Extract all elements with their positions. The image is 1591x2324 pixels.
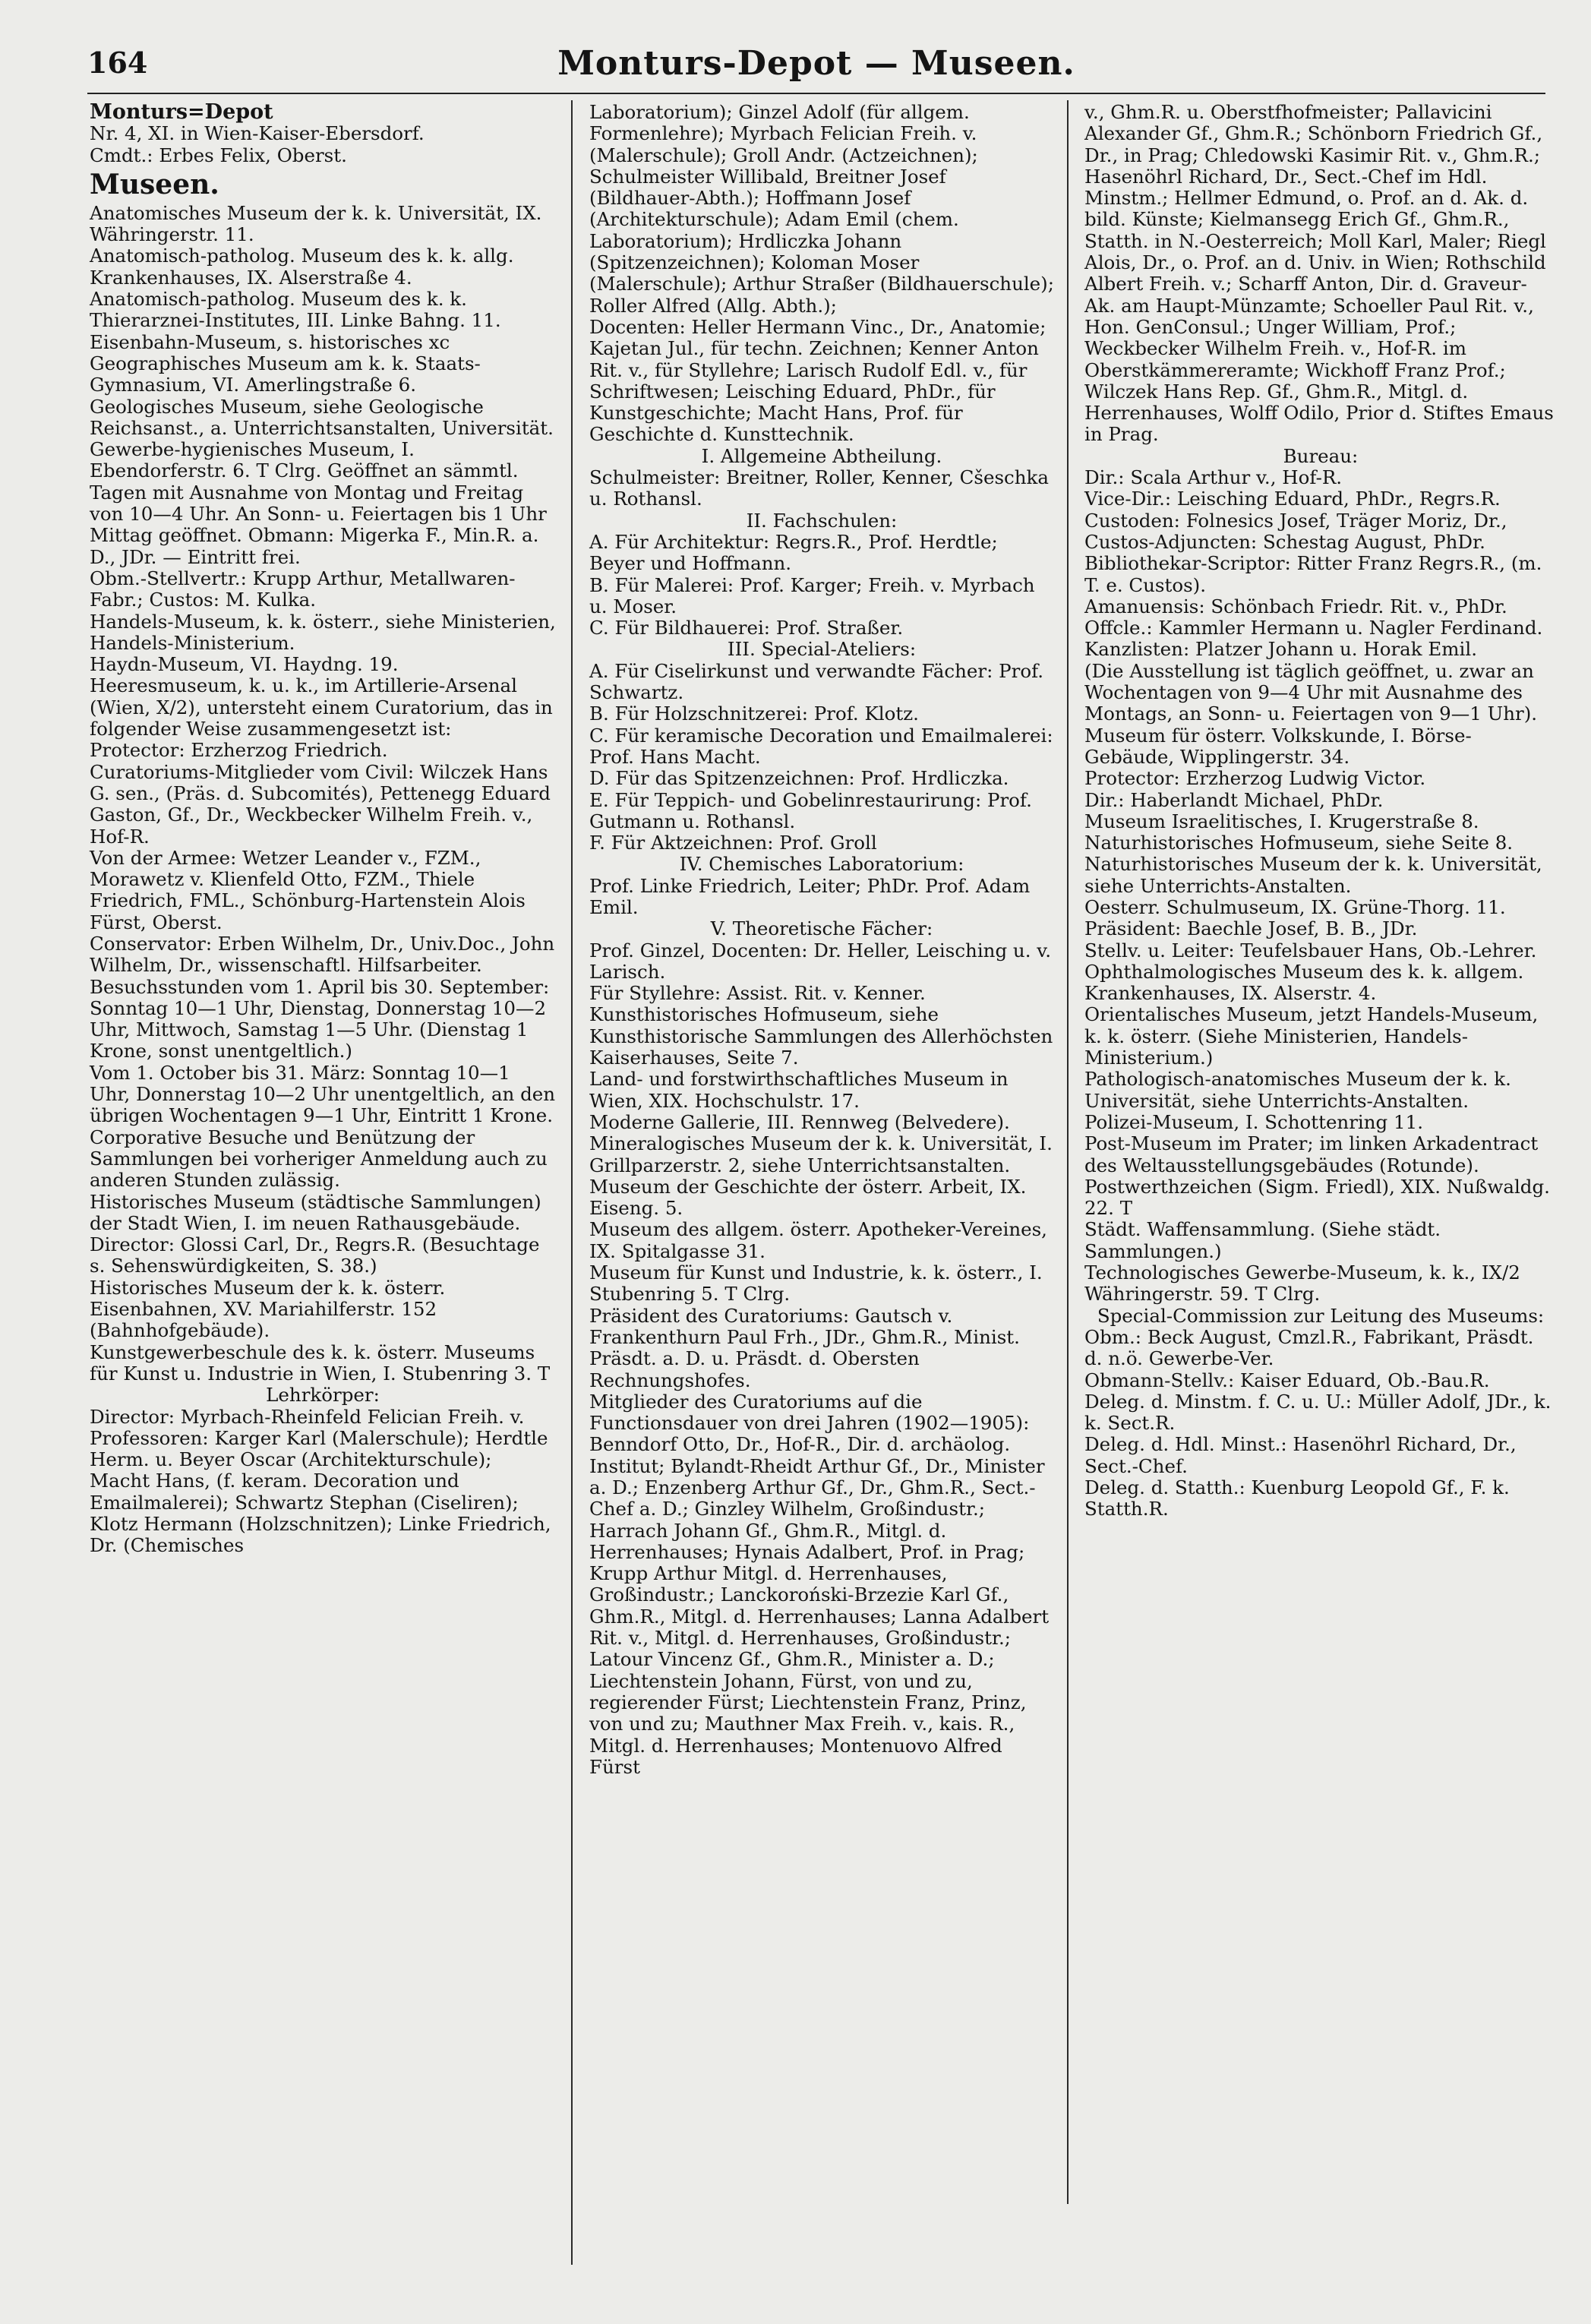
col2-entry: F. Für Aktzeichnen: Prof. Groll [589,832,877,854]
col3-entry: Orientalisches Museum, jetzt Handels-Museum, k. k. österr. (Siehe Ministerien, Handels-Ministerium.) [1084,1003,1539,1069]
col1-entry: Geographisches Museum am k. k. Staats-Gymnasium, VI. Amerlingstraße 6. [90,352,481,396]
col1-entry: Haydn-Museum, VI. Haydng. 19. [90,653,399,676]
column-divider-2 [1067,100,1069,2204]
col3-entry: Vice-Dir.: Leisching Eduard, PhDr., Regrs.R. [1084,488,1501,510]
col3-entry: (Die Ausstellung ist täglich geöffnet, u. zwar an Wochentagen von 9—4 Uhr mit Ausnahme des Montags, an Sonn- u. Feiertagen von 9—1 Uhr). [1084,659,1538,725]
col1-entry: Lehrkörper: [266,1384,380,1407]
col2-entry: Docenten: Heller Hermann Vinc., Dr., Anatomie; Kajetan Jul., für techn. Zeichnen; Kenner Anton Rit. v., für Styllehre; Larisch Rudolf Edl. v., für Schriftwesen; Leisching Eduard, PhDr., für Kunstgeschichte; Macht Hans, Prof. für Geschichte d. Kunsttechnik. [589,315,1046,446]
col2-entry: D. Für das Spitzenzeichnen: Prof. Hrdliczka. [589,767,1009,790]
page-number: 164 [87,46,148,80]
col1-entry: Protector: Erzherzog Friedrich. [90,739,388,762]
col1-entry: Eisenbahn-Museum, s. historisches xc [90,330,450,353]
col1-entry: Conservator: Erben Wilhelm, Dr., Univ.Doc., John Wilhelm, Dr., wissenschaftl. Hilfsarbeiter. [90,932,555,977]
page-header [87,44,1545,90]
col1-entry: Handels-Museum, k. k. österr., siehe Ministerien, Handels-Ministerium. [90,610,556,654]
col3-entry: v., Ghm.R. u. Oberstfhofmeister; Pallavicini Alexander Gf., Ghm.R.; Schönborn Friedrich Gf., Dr., in Prag; Chledowski Kasimir Rit. v., Ghm.R.; Hasenöhrl Richard, Dr., Sect.-Chef im Hdl. Minstm.; Hellmer Edmund, o. Prof. an d. Ak. d. bild. Künste; Kielmansegg Erich Gf., Ghm.R., Statth. in N.-Oesterreich; Moll Karl, Maler; Riegl Alois, Dr., o. Prof. an d. Univ. in Wien; Rothschild Albert Freih. v.; Scharff Anton, Dir. d. Graveur-Ak. am Haupt-Münzamte; Schoeller Paul Rit. v., Hon. GenConsul.; Unger William, Prof.; Weckbecker Wilhelm Freih. v., Hof-R. im Oberstkämmereramte; Wickhoff Franz Prof.; Wilczek Hans Rep. Gf., Ghm.R., Mitgl. d. Herrenhauses, Wolff Odilo, Prior d. Stiftes Emaus in Prag. [1084,101,1554,446]
col2-entry: Kunsthistorisches Hofmuseum, siehe Kunsthistorische Sammlungen des Allerhöchsten Kaiserhauses, Seite 7. [589,1003,1053,1069]
column-3 [1084,102,1557,1520]
col1-entry: Director: Glossi Carl, Dr., Regrs.R. (Besuchtage s. Sehenswürdigkeiten, S. 38.) [90,1233,540,1277]
col2-entry: Präsident des Curatoriums: Gautsch v. Frankenthurn Paul Frh., JDr., Ghm.R., Minist. Präsdt. a. D. u. Präsdt. d. Obersten Rechnungshofes. [589,1304,1020,1391]
col2-entry: B. Für Holzschnitzerei: Prof. Klotz. [589,703,919,725]
col3-entry: Bureau: [1283,444,1359,467]
page-title: Monturs-Depot — Museen. [557,44,1075,83]
col1-entry: Curatoriums-Mitglieder vom Civil: Wilczek Hans G. sen., (Präs. d. Subcomités), Pettenegg Eduard Gaston, Gf., Dr., Weckbecker Wilhelm Freih. v., Hof-R. [90,760,551,848]
column-2 [589,102,1054,1778]
col1-entry: Historisches Museum der k. k. österr. Eisenbahnen, XV. Mariahilferstr. 152 (Bahnhofgebäude). [90,1276,446,1342]
column-divider-1 [571,100,573,2265]
col1-entry: Obm.-Stellvertr.: Krupp Arthur, Metallwaren-Fabr.; Custos: M. Kulka. [90,567,516,611]
col1-entry: Professoren: Karger Karl (Malerschule); Herdtle Herm. u. Beyer Oscar (Architekturschule); Macht Hans, (f. keram. Decoration und Emailmalerei); Schwartz Stephan (Ciseliren); Klotz Hermann (Holzschnitzen); Linke Friedrich, Dr. (Chemisches [90,1426,551,1557]
col3-entry: Special-Commission zur Leitung des Museums: [1097,1304,1545,1327]
col1-entry: Anatomisch-patholog. Museum des k. k. Thierarznei-Institutes, III. Linke Bahng. 11. [90,288,501,332]
col3-entry: Bibliothekar-Scriptor: Ritter Franz Regrs.R., (m. T. e. Custos). [1084,552,1542,596]
col1-entry: Heeresmuseum, k. u. k., im Artillerie-Arsenal (Wien, X/2), untersteht einem Curatorium, das in folgender Weise zusammengesetzt ist: [90,674,553,740]
col3-entry: Stellv. u. Leiter: Teufelsbauer Hans, Ob.-Lehrer. [1084,939,1537,961]
col3-entry: Museum Israelitisches, I. Krugerstraße 8. [1084,810,1479,832]
col2-entry: Mitglieder des Curatoriums auf die Functionsdauer von drei Jahren (1902—1905): Benndorf Otto, Dr., Hof-R., Dir. d. archäolog. Institut; Bylandt-Rheidt Arthur Gf., Dr., Minister a. D.; Enzenberg Arthur Gf., Dr., Ghm.R., Sect.-Chef a. D.; Ginzley Wilhelm, Großindustr.; Harrach Johann Gf., Ghm.R., Mitgl. d. Herrenhauses; Hynais Adalbert, Prof. in Prag; Krupp Arthur Mitgl. d. Herrenhauses, Großindustr.; Lanckoroński-Brzezie Karl Gf., Ghm.R., Mitgl. d. Herrenhauses; Lanna Adalbert Rit. v., Mitgl. d. Herrenhauses, Großindustr.; Latour Vincenz Gf., Ghm.R., Minister a. D.; Liechtenstein Johann, Fürst, von und zu, regierender Fürst; Liechtenstein Franz, Prinz, von und zu; Mauthner Max Freih. v., kais. R., Mitgl. d. Herrenhauses; Montenuovo Alfred Fürst [589,1390,1050,1778]
col1-entry: Historisches Museum (städtische Sammlungen) der Stadt Wien, I. im neuen Rathausgebäude. [90,1190,541,1234]
col1-entry: Nr. 4, XI. in Wien-Kaiser-Ebersdorf. [90,122,425,145]
col2-entry: Museum des allgem. österr. Apotheker-Vereines, IX. Spitalgasse 31. [589,1218,1047,1262]
col3-entry: Obmann-Stellv.: Kaiser Eduard, Ob.-Bau.R. [1084,1369,1490,1391]
col2-entry: Schulmeister: Breitner, Roller, Kenner, Cšeschka u. Rothansl. [589,466,1050,510]
col3-entry: Custos-Adjuncten: Schestag August, PhDr. [1084,530,1485,553]
col2-entry: A. Für Ciselirkunst und verwandte Fächer: Prof. Schwartz. [589,659,1044,704]
col1-entry: Besuchsstunden vom 1. April bis 30. September: Sonntag 10—1 Uhr, Dienstag, Donnerstag 10—2 Uhr, Mittwoch, Samstag 1—5 Uhr. (Dienstag 1 Krone, sonst unentgeltlich.) [90,975,550,1063]
col2-entry: B. Für Malerei: Prof. Karger; Freih. v. Myrbach u. Moser. [589,573,1035,617]
col2-entry: IV. Chemisches Laboratorium: [679,853,964,876]
col1-entry: Director: Myrbach-Rheinfeld Felician Freih. v. [90,1405,525,1428]
col3-entry: Amanuensis: Schönbach Friedr. Rit. v., PhDr. [1084,595,1507,617]
col3-entry: Ophthalmologisches Museum des k. k. allgem. Krankenhauses, IX. Alserstr. 4. [1084,960,1524,1005]
col1-entry: Monturs=Depot [90,100,273,124]
col2-entry: III. Special-Ateliers: [727,638,917,661]
col2-entry: Prof. Linke Friedrich, Leiter; PhDr. Prof. Adam Emil. [589,874,1031,918]
col1-entry: Museen. [90,168,219,201]
col3-entry: Oesterr. Schulmuseum, IX. Grüne-Thorg. 11. [1084,895,1506,918]
col2-entry: C. Für Bildhauerei: Prof. Straßer. [589,617,904,639]
col1-entry: Anatomisch-patholog. Museum des k. k. allg. Krankenhauses, IX. Alserstraße 4. [90,245,514,289]
col2-entry: Museum für Kunst und Industrie, k. k. österr., I. Stubenring 5. T Clrg. [589,1261,1043,1306]
col3-entry: Offcle.: Kammler Hermann u. Nagler Ferdinand. [1084,617,1543,639]
col3-entry: Naturhistorisches Museum der k. k. Universität, siehe Unterrichts-Anstalten. [1084,853,1542,897]
col1-entry: Anatomisches Museum der k. k. Universität, IX. Währingerstr. 11. [90,201,542,246]
col3-entry: Kanzlisten: Platzer Johann u. Horak Emil. [1084,638,1477,661]
col3-entry: Protector: Erzherzog Ludwig Victor. [1084,767,1426,790]
col1-entry: Gewerbe-hygienisches Museum, I. Ebendorferstr. 6. T Clrg. Geöffnet an sämmtl. Tagen mit Ausnahme von Montag und Freitag von 10—4 Uhr. An Sonn- u. Feiertagen bis 1 Uhr Mittag geöffnet. Obmann: Migerka F., Min.R. a. D., JDr. — Eintritt frei. [90,438,547,568]
col2-entry: A. Für Architektur: Regrs.R., Prof. Herdtle; Beyer und Hoffmann. [589,530,998,575]
col1-entry: Von der Armee: Wetzer Leander v., FZM., Morawetz v. Klienfeld Otto, FZM., Thiele Friedrich, FML., Schönburg-Hartenstein Alois Fürst, Oberst. [90,846,526,933]
col2-entry: V. Theoretische Fächer: [710,917,933,940]
column-1 [90,102,556,1557]
col2-entry: E. Für Teppich- und Gobelinrestaurirung: Prof. Gutmann u. Rothansl. [589,788,1032,832]
col2-entry: Moderne Gallerie, III. Rennweg (Belvedere). [589,1110,1010,1133]
col2-entry: Prof. Ginzel, Docenten: Dr. Heller, Leisching u. v. Larisch. [589,939,1051,983]
header-rule [87,93,1545,94]
col2-entry: Museum der Geschichte der österr. Arbeit, IX. Eiseng. 5. [589,1175,1027,1220]
col1-entry: Vom 1. October bis 31. März: Sonntag 10—1 Uhr, Donnerstag 10—2 Uhr unentgeltlich, an den übrigen Wochentagen 9—1 Uhr, Eintritt 1 Krone. Corporative Besuche und Benützung der Sammlungen bei vorheriger Anmeldung auch zu anderen Stunden zulässig. [90,1061,556,1192]
col2-entry: Mineralogisches Museum der k. k. Universität, I. Grillparzerstr. 2, siehe Unterrichtsanstalten. [589,1132,1053,1176]
col3-entry: Polizei-Museum, I. Schottenring 11. [1084,1110,1423,1133]
col1-entry: Kunstgewerbeschule des k. k. österr. Museums für Kunst u. Industrie in Wien, I. Stubenring 3. T [90,1340,551,1385]
col2-entry: C. Für keramische Decoration und Emailmalerei: Prof. Hans Macht. [589,724,1053,768]
col3-entry: Museum für österr. Volkskunde, I. Börse-Gebäude, Wipplingerstr. 34. [1084,724,1472,768]
col3-entry: Naturhistorisches Hofmuseum, siehe Seite 8. [1084,832,1514,854]
col2-entry: Land- und forstwirthschaftliches Museum in Wien, XIX. Hochschulstr. 17. [589,1068,1009,1112]
col3-entry: Präsident: Baechle Josef, B. B., JDr. [1084,917,1418,940]
col3-entry: Custoden: Folnesics Josef, Träger Moriz, Dr., [1084,509,1507,532]
col3-entry: Deleg. d. Hdl. Minst.: Hasenöhrl Richard, Dr., Sect.-Chef. [1084,1433,1517,1477]
col3-entry: Post-Museum im Prater; im linken Arkadentract des Weltausstellungsgebäudes (Rotunde). [1084,1132,1539,1176]
col3-entry: Postwerthzeichen (Sigm. Friedl), XIX. Nußwaldg. 22. T [1084,1175,1550,1220]
col1-entry: Geologisches Museum, siehe Geologische Reichsanst., a. Unterrichtsanstalten, Universität. [90,395,554,439]
col2-entry: Für Styllehre: Assist. Rit. v. Kenner. [589,982,926,1005]
col3-entry: Städt. Waffensammlung. (Siehe städt. Sammlungen.) [1084,1218,1441,1262]
col2-entry: I. Allgemeine Abtheilung. [701,444,942,467]
col3-entry: Dir.: Scala Arthur v., Hof-R. [1084,466,1343,489]
col3-entry: Obm.: Beck August, Cmzl.R., Fabrikant, Präsdt. d. n.ö. Gewerbe-Ver. [1084,1325,1534,1370]
col3-entry: Dir.: Haberlandt Michael, PhDr. [1084,788,1384,811]
col2-entry: Laboratorium); Ginzel Adolf (für allgem. Formenlehre); Myrbach Felician Freih. v. (Malerschule); Groll Andr. (Actzeichnen); Schulmeister Willibald, Breitner Josef (Bildhauer-Abth.); Hoffmann Josef (Architekturschule); Adam Emil (chem. Laboratorium); Hrdliczka Johann (Spitzenzeichnen); Koloman Moser (Malerschule); Arthur Straßer (Bildhauerschule); Roller Alfred (Allg. Abth.); [589,101,1054,317]
col3-entry: Pathologisch-anatomisches Museum der k. k. Universität, siehe Unterrichts-Anstalten. [1084,1068,1511,1112]
col3-entry: Deleg. d. Statth.: Kuenburg Leopold Gf., F. k. Statth.R. [1084,1476,1510,1520]
col2-entry: II. Fachschulen: [746,509,898,532]
col1-entry: Cmdt.: Erbes Felix, Oberst. [90,144,347,166]
col3-entry: Technologisches Gewerbe-Museum, k. k., IX/2 Währingerstr. 59. T Clrg. [1084,1261,1520,1306]
col3-entry: Deleg. d. Minstm. f. C. u. U.: Müller Adolf, JDr., k. k. Sect.R. [1084,1390,1552,1435]
